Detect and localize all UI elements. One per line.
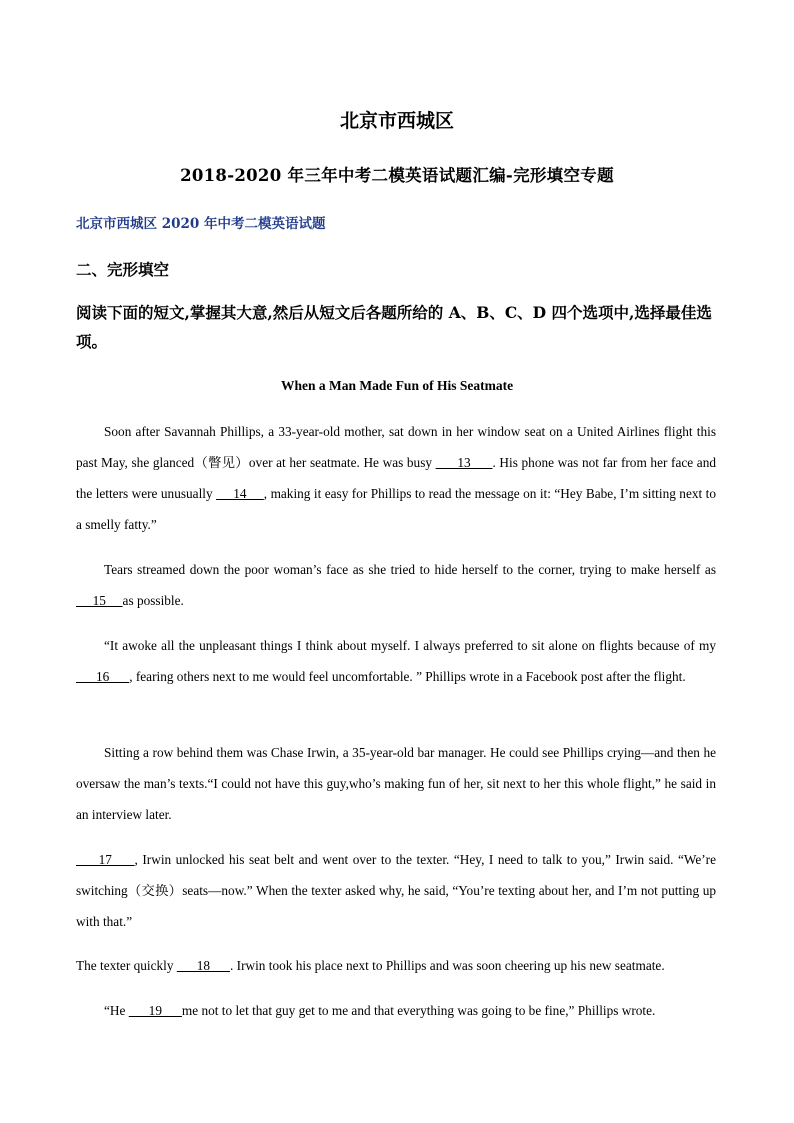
document-subtitle: 2018-2020 年三年中考二模英语试题汇编-完形填空专题	[180, 166, 614, 185]
p2-text-a: Tears streamed down the poor woman’s face as she tried to hide herself to the corner, trying to make herself as	[104, 562, 716, 577]
passage-title: When a Man Made Fun of His Seatmate	[280, 378, 514, 393]
paragraph-3	[76, 630, 716, 692]
blank-13: 13	[435, 455, 493, 470]
blank-15: 15	[76, 593, 123, 608]
paragraph-2	[76, 554, 716, 616]
blank-16: 16	[76, 669, 130, 684]
p4-text-a: Sitting a row behind them was Chase Irwin, a 35-year-old bar manager. He could see Phillips crying—and then he oversaw the man’s texts.“I could not have this guy,who’s making fun of her, sit next to her this whole flight,” he said in an interview later.	[76, 745, 716, 822]
blank-19: 19	[128, 1003, 182, 1018]
paragraph-4	[76, 737, 716, 830]
p3-text-b: , fearing others next to me would feel uncomfortable. ” Phillips wrote in a Facebook post after the flight.	[129, 669, 686, 684]
instructions: 阅读下面的短文,掌握其大意,然后从短文后各题所给的 A、B、C、D 四个选项中,选择最佳选项。	[76, 303, 712, 351]
p3-text-a: “It awoke all the unpleasant things I think about myself. I always preferred to sit alone on flights because of my	[104, 638, 716, 653]
blank-18: 18	[176, 958, 230, 973]
paragraph-6	[76, 950, 716, 981]
paragraph-1	[76, 416, 716, 540]
p1-text-a: Soon after Savannah Phillips, a 33-year-old mother, sat down in her window seat on a United Airlines flight this past May, she glanced（瞥见）over at her seatmate. He was busy	[76, 424, 716, 470]
document-title: 北京市西城区	[339, 110, 454, 132]
p7-text-a: “He	[104, 1003, 129, 1018]
section-heading: 二、完形填空	[76, 260, 170, 279]
blank-14: 14	[216, 486, 264, 501]
p6-text-a: The texter quickly	[76, 958, 177, 973]
p1-text-c: , making it easy for Phillips to read the message on it: “Hey Babe, I’m sitting next to a smelly fatty.”	[76, 486, 716, 532]
blank-17: 17	[76, 852, 135, 867]
paragraph-5	[76, 844, 716, 937]
paragraph-7	[76, 995, 716, 1026]
p7-text-b: me not to let that guy get to me and that everything was going to be fine,” Phillips wrote.	[181, 1003, 656, 1018]
exam-source: 北京市西城区 2020 年中考二模英语试题	[76, 216, 326, 232]
p1-text-b: . His phone was not far from her face and the letters were unusually	[76, 455, 716, 501]
p6-text-b: . Irwin took his place next to Phillips and was soon cheering up his new seatmate.	[230, 958, 665, 973]
p5-text-a: , Irwin unlocked his seat belt and went over to the texter. “Hey, I need to talk to you,” Irwin said. “We’re switching（交换）seats—now.” When the texter asked why, he said, “You’re texting about her, and I’m not putting up with that.”	[76, 852, 716, 929]
p2-text-b: as possible.	[122, 593, 184, 608]
